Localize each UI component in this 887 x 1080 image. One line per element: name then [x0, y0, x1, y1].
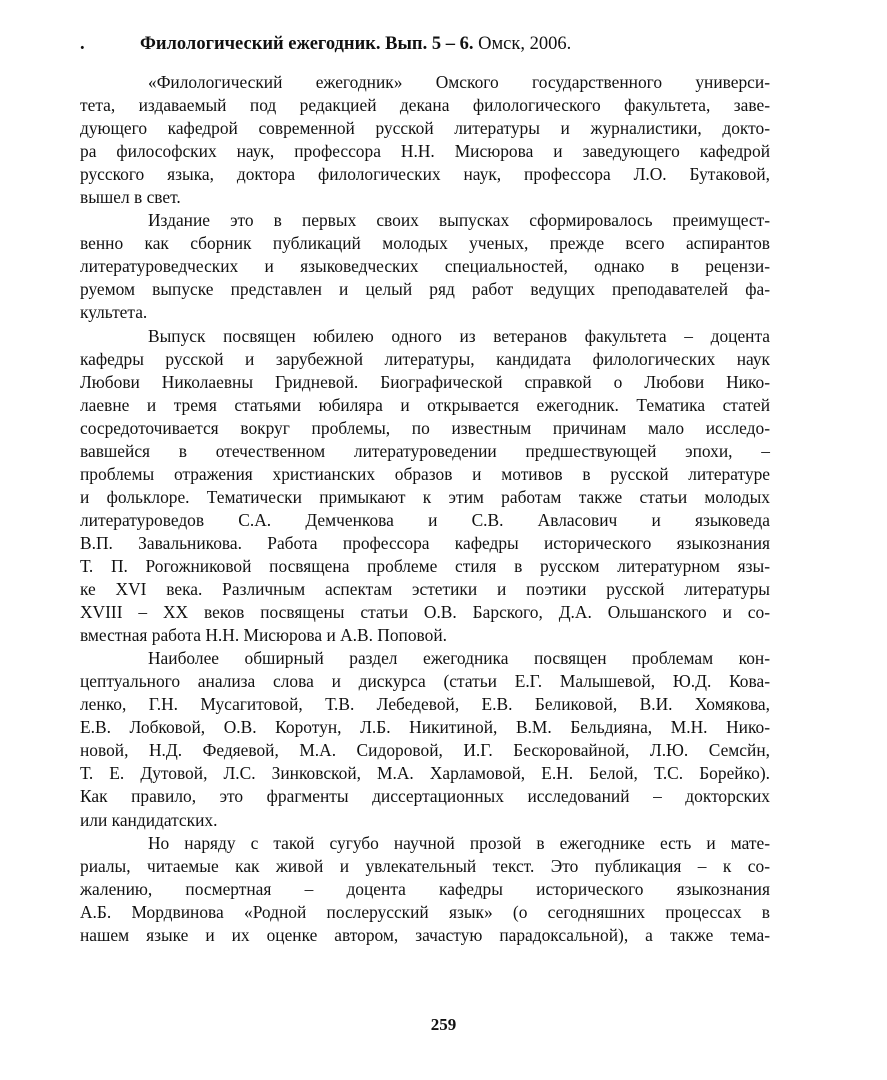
text-line: венно как сборник публикаций молодых ученых, прежде всего аспирантов — [80, 233, 770, 254]
text-line: литературоведов С.А. Демченкова и С.В. Авласович и языковеда — [80, 509, 770, 530]
running-header — [80, 32, 770, 56]
text-line: лаевне и тремя статьями юбиляра и открывается ежегодник. Тематика статей — [80, 394, 770, 415]
text-line: и фольклоре. Тематически примыкают к этим работам также статьи молодых — [80, 486, 770, 507]
text-line: ленко, Г.Н. Мусагитовой, Т.В. Лебедевой, Е.В. Беликовой, В.И. Хомякова, — [80, 694, 770, 715]
paragraph — [80, 647, 770, 831]
text-line: дующего кафедрой современной русской литературы и журналистики, докто- — [80, 118, 770, 139]
text-line: нашем языке и их оценке автором, зачастую парадоксальной), а также тема- — [80, 924, 770, 945]
text-line: Любови Николаевны Гридневой. Биографической справкой о Любови Нико- — [80, 371, 770, 392]
text-line: цептуального анализа слова и дискурса (статьи Е.Г. Малышевой, Ю.Д. Кова- — [80, 671, 770, 692]
text-line: риалы, читаемые как живой и увлекательный текст. Это публикация – к со- — [80, 855, 770, 876]
paragraph — [80, 325, 770, 648]
text-line: Т. Е. Дутовой, Л.С. Зинковской, М.А. Харламовой, Е.Н. Белой, Т.С. Борейко). — [80, 763, 770, 784]
text-line: вавшейся в отечественном литературоведении предшествующей эпохи, – — [80, 440, 770, 461]
body-text — [80, 71, 770, 947]
text-line: ке XVI века. Различным аспектам эстетики и поэтики русской литературы — [80, 579, 770, 600]
text-line: или кандидатских. — [80, 809, 218, 830]
text-line: жалению, посмертная – доцента кафедры исторического языкознания — [80, 878, 770, 899]
text-line: Е.В. Лобковой, О.В. Коротун, Л.Б. Никитиной, В.М. Бельдияна, М.Н. Нико- — [80, 717, 770, 738]
text-line: новой, Н.Д. Федяевой, М.А. Сидоровой, И.Г. Бескоровайной, Л.Ю. Семсйн, — [80, 740, 770, 761]
text-line: Издание это в первых своих выпусках сформировалось преимущест- — [148, 210, 770, 231]
paragraph — [80, 209, 770, 324]
text-line: А.Б. Мордвинова «Родной послерусский язык» (о сегодняшних процессах в — [80, 901, 770, 922]
text-line: культета. — [80, 302, 148, 323]
text-line: руемом выпуске представлен и целый ряд работ ведущих преподавателей фа- — [80, 279, 770, 300]
header-place-year: Омск, 2006. — [478, 34, 572, 54]
page-number: 259 — [430, 1015, 457, 1034]
text-line: проблемы отражения христианских образов и мотивов в русской литературе — [80, 463, 770, 484]
paragraph — [80, 832, 770, 947]
text-line: тета, издаваемый под редакцией декана филологического факультета, заве- — [80, 95, 770, 116]
text-line: Но наряду с такой сугубо научной прозой в ежегоднике есть и мате- — [148, 832, 770, 853]
text-line: сосредоточивается вокруг проблемы, по известным причинам мало исследо- — [80, 417, 770, 438]
header-mark: . — [80, 34, 85, 54]
page-content — [80, 32, 770, 947]
text-line: ра философских наук, профессора Н.Н. Мисюрова и заведующего кафедрой — [80, 141, 770, 162]
header-title: Филологический ежегодник. Вып. 5 – 6. — [140, 34, 474, 54]
text-line: вместная работа Н.Н. Мисюрова и А.В. Поповой. — [80, 625, 448, 646]
text-line: русского языка, доктора филологических наук, профессора Л.О. Бутаковой, — [80, 164, 770, 185]
paragraph — [80, 71, 770, 209]
text-line: Как правило, это фрагменты диссертационных исследований – докторских — [80, 786, 770, 807]
text-line: вышел в свет. — [80, 187, 181, 208]
text-line: Наиболее обширный раздел ежегодника посвящен проблемам кон- — [148, 648, 770, 669]
text-line: XVIII – XX веков посвящены статьи О.В. Барского, Д.А. Ольшанского и со- — [80, 602, 770, 623]
text-line: литературоведческих и языковедческих специальностей, однако в рецензи- — [80, 256, 770, 277]
text-line: кафедры русской и зарубежной литературы, кандидата филологических наук — [80, 348, 770, 369]
text-line: Выпуск посвящен юбилею одного из ветеранов факультета – доцента — [148, 325, 770, 346]
text-line: Т. П. Рогожниковой посвящена проблеме стиля в русском литературном язы- — [80, 555, 770, 576]
text-line: В.П. Завальникова. Работа профессора кафедры исторического языкознания — [80, 532, 770, 553]
text-line: «Филологический ежегодник» Омского государственного универси- — [148, 72, 770, 92]
